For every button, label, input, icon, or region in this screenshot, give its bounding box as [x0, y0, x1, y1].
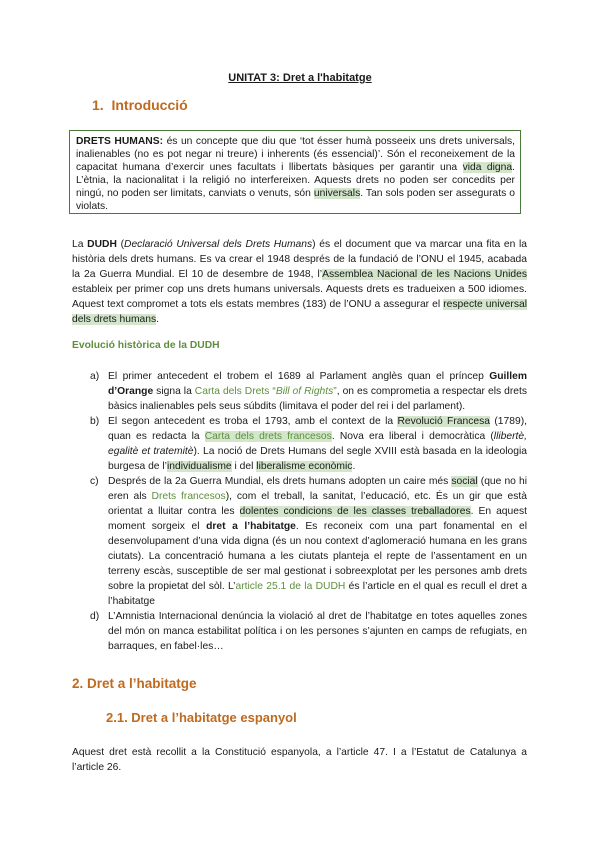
- subsection-heading-espanyol: 2.1. Dret a l’habitatge espanyol: [106, 710, 297, 725]
- item-text: . Es reconeix com una part fonamental en el desenvolupament d’una vida digna (és un nou context d’aglomeració humana en les grans ciutats). La concentració humana a les ciutats planteja el repte de l’assentament en un terreny escàs, susceptible de ser mal gestionat i sobreexplotat per les persones amb drets sobre la propietat del sòl. L’: [108, 521, 527, 592]
- dudh-fullname: Declaració Universal dels Drets Humans: [124, 239, 313, 250]
- item-text: . Nova era liberal i democràtica (: [331, 431, 494, 442]
- quote-close: ”: [333, 386, 337, 397]
- item-text: Després de la 2a Guerra Mundial, els drets humans adopten un caire més: [108, 476, 452, 487]
- item-text: ). La noció de Drets Humans del segle XVIII està basada en la ideologia burgesa de l’: [108, 446, 527, 472]
- highlight-universals: universals: [313, 188, 361, 199]
- item-text: és l’article en el qual es recull el dret a l’habitatge: [108, 581, 527, 607]
- highlight-respecte: respecte universal dels drets humans: [72, 299, 528, 325]
- bill-of-rights: Bill of Rights: [275, 386, 334, 397]
- item-text: . En aquest moment sorgeix el: [108, 506, 527, 532]
- list-item-a: [90, 369, 527, 414]
- highlight-individualisme: individualisme: [166, 461, 232, 472]
- highlight-carta-francesos: Carta dels drets francesos: [204, 431, 332, 442]
- paragraph-text: (: [116, 239, 125, 250]
- item-text: , on es comprometia a respectar els drets bàsics inalienables pels seus súbdits (limitava el poder del rei i del parlament).: [108, 386, 527, 412]
- definition-term: DRETS HUMANS:: [76, 136, 164, 147]
- paragraph-text: ) és el document que va marcar una fita en la història dels drets humans. Es va crear el 1948 després de la fundació de l’ONU el 1945, acabada la 2a Guerra Mundial. El 10 de desembre de 1948, l’: [72, 239, 528, 280]
- final-paragraph: Aquest dret està recollit a la Constitució espanyola, a l’article 47. I a l’Estatut de Catalunya a l’article 26.: [72, 747, 527, 773]
- section-number: 1.: [92, 97, 104, 113]
- evolution-list: [90, 369, 527, 654]
- evolution-heading: Evolució històrica de la DUDH: [72, 340, 220, 351]
- list-marker: b): [90, 416, 100, 427]
- item-text: L’Amnistia Internacional denúncia la violació al dret de l’habitatge en totes aquelles zones del món on manca estabilitat política i on les persones s’ajunten en camps de refugiats, en barraques, en fabel·les…: [108, 611, 527, 652]
- paragraph-text: estableix per primer cop uns drets humans universals. Aquests drets es tradueixen a 500 idiomes. Aquest text compromet a tots els estats membres (183) de l’ONU a assegurar el: [72, 284, 527, 310]
- item-text: (que no hi eren als: [108, 476, 527, 502]
- paragraph-text: La: [72, 239, 88, 250]
- list-marker: d): [90, 611, 100, 622]
- article-25-1: article 25.1 de la DUDH: [235, 581, 346, 592]
- section-heading-dret-habitatge: 2. Dret a l’habitatge: [72, 676, 197, 691]
- list-marker: c): [90, 476, 99, 487]
- list-item-b: [90, 414, 527, 474]
- highlight-vida-digna: vida digna: [462, 162, 513, 173]
- item-text: El segon antecedent es troba el 1793, amb el context de la: [108, 416, 398, 427]
- highlight-condicions: dolentes condicions de les classes treballadores: [239, 506, 471, 517]
- dudh-acronym: DUDH: [87, 239, 117, 250]
- carta-drets: Carta dels Drets “: [194, 386, 276, 397]
- paragraph-text: .: [156, 314, 160, 325]
- unit-title: UNITAT 3: Dret a l'habitatge: [228, 72, 372, 84]
- list-item-d: [90, 609, 527, 654]
- list-item-c: [90, 474, 527, 609]
- drets-francesos: Drets francesos: [151, 491, 226, 502]
- definition-text: . L’ètnia, la nacionalitat i la religió no interfereixen. Aquests drets no poden ser concedits per ningú, no poden ser limitats, canviats o venuts, són: [76, 162, 515, 199]
- definition-text: . Tan sols poden ser assegurats o violats.: [76, 188, 515, 212]
- dudh-paragraph: [72, 237, 527, 327]
- item-text: .: [352, 461, 356, 472]
- list-marker: a): [90, 371, 100, 382]
- item-text: i del: [231, 461, 257, 472]
- highlight-liberalisme: liberalisme econòmic: [256, 461, 353, 472]
- motto: llibertè, egalitè et tratemitè: [108, 431, 527, 457]
- section-label: Introducció: [111, 97, 188, 113]
- item-text: ), com el treball, la sanitat, l’educació, etc. És un gir que està orientat a lluitar contra les: [108, 491, 527, 517]
- highlight-assemblea: Assemblea Nacional de les Nacions Unides: [322, 269, 527, 280]
- item-text: El primer antecedent el trobem el 1689 al Parlament anglès quan el príncep: [108, 371, 490, 382]
- guillem-orange: Guillem d’Orange: [108, 371, 527, 397]
- dret-habitatge: dret a l’habitatge: [206, 521, 296, 532]
- highlight-revolucio: Revolució Francesa: [397, 416, 490, 427]
- definition-box: [69, 130, 521, 214]
- item-text: signa la: [153, 386, 195, 397]
- definition-text: és un concepte que diu que ‘tot ésser humà posseeix uns drets universals, inalienables (no es pot negar ni treure) i inherents (és essencial)’. Són el reconeixement de la capacitat humana d’exercir unes facultats i llibertats bàsiques per garantir una: [76, 136, 515, 173]
- item-text: (1789), quan es redacta la: [108, 416, 527, 442]
- highlight-social: social: [451, 476, 478, 487]
- section-heading-introduccio: [92, 97, 188, 113]
